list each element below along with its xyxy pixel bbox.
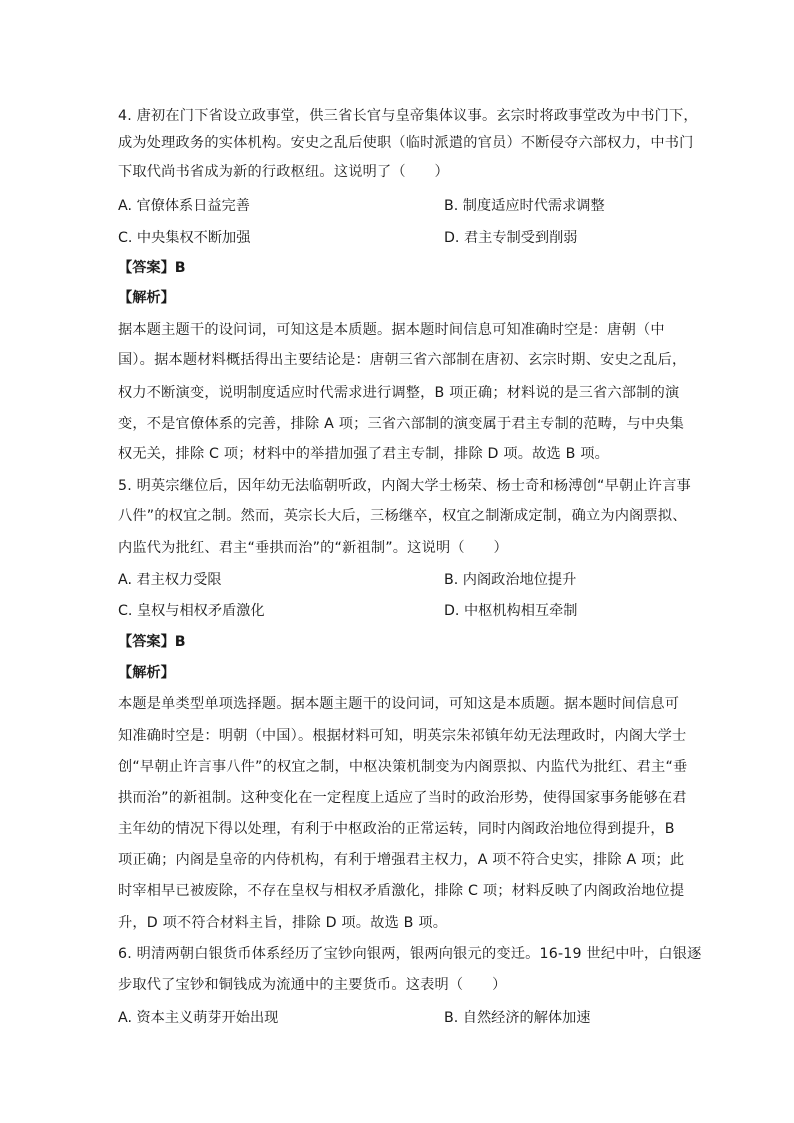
- q4-option-b: B. 制度适应时代需求调整: [444, 198, 605, 214]
- q5-option-a: A. 君主权力受限: [118, 572, 222, 588]
- q4-analysis-line-5: 权无关，排除 C 项；材料中的举措加强了君主专制，排除 D 项。故选 B 项。: [118, 446, 610, 462]
- q5-analysis-line-7: 时宰相早已被废除，不存在皇权与相权矛盾激化，排除 C 项；材料反映了内阁政治地位提: [118, 883, 685, 899]
- q4-analysis-line-1: 据本题主题干的设问词，可知这是本质题。据本题时间信息可知准确时空是：唐朝（中: [118, 322, 665, 338]
- q6-option-b: B. 自然经济的解体加速: [444, 1010, 591, 1026]
- q4-analysis-label: 【解析】: [118, 290, 175, 306]
- q4-stem-line-3: 下取代尚书省成为新的行政枢纽。这说明了（ ）: [118, 164, 449, 180]
- q5-analysis-line-5: 主年幼的情况下得以处理，有利于中枢政治的正常运转，同时内阁政治地位得到提升，B: [118, 821, 675, 837]
- q5-analysis-line-1: 本题是单类型单项选择题。据本题主题干的设问词，可知这是本质题。据本题时间信息可: [118, 696, 680, 712]
- q5-analysis-line-2: 知准确时空是：明朝（中国）。根据材料可知，明英宗朱祁镇年幼无法理政时，内阁大学士: [118, 728, 687, 744]
- q5-stem-line-2: 八件”的权宜之制。然而，英宗长大后，三杨继卒，权宜之制渐成定制，确立为内阁票拟、: [118, 508, 687, 524]
- q5-analysis-line-8: 升，D 项不符合材料主旨，排除 D 项。故选 B 项。: [118, 915, 448, 931]
- q5-stem-line-3: 内监代为批红、君主“垂拱而治”的“新祖制”。这说明（ ）: [118, 540, 508, 556]
- q5-analysis-line-3: 创“早朝止许言事八件”的权宜之制，中枢决策机制变为内阁票拟、内监代为批红、君主“垂: [118, 759, 688, 775]
- q4-analysis-line-3: 权力不断演变，说明制度适应时代需求进行调整，B 项正确；材料说的是三省六部制的演: [118, 385, 680, 401]
- q5-option-d: D. 中枢机构相互牵制: [444, 603, 578, 619]
- q4-stem-line-1: 4. 唐初在门下省设立政事堂，供三省长官与皇帝集体议事。玄宗时将政事堂改为中书门下，: [118, 108, 698, 124]
- q4-option-c: C. 中央集权不断加强: [118, 230, 251, 246]
- q4-answer: 【答案】B: [118, 260, 186, 276]
- q5-analysis-label: 【解析】: [118, 665, 175, 681]
- q6-option-a: A. 资本主义萌芽开始出现: [118, 1010, 279, 1026]
- q4-stem-line-2: 成为处理政务的实体机构。安史之乱后使职（临时派遣的官员）不断侵夺六部权力，中书门: [118, 135, 694, 151]
- q5-answer: 【答案】B: [118, 634, 186, 650]
- q5-analysis-line-4: 拱而治”的新祖制。这种变化在一定程度上适应了当时的政治形势，使得国家事务能够在君: [118, 790, 687, 806]
- q6-stem-line-2: 步取代了宝钞和铜钱成为流通中的主要货币。这表明（ ）: [118, 977, 507, 993]
- q5-analysis-line-6: 项正确；内阁是皇帝的内侍机构，有利于增强君主权力，A 项不符合史实，排除 A 项；此: [118, 852, 685, 868]
- q4-option-d: D. 君主专制受到削弱: [444, 230, 578, 246]
- q5-option-b: B. 内阁政治地位提升: [444, 572, 577, 588]
- q5-stem-line-1: 5. 明英宗继位后，因年幼无法临朝听政，内阁大学士杨荣、杨士奇和杨溥创“早朝止许言事: [118, 478, 691, 494]
- q4-analysis-line-2: 国）。据本题材料概括得出主要结论是：唐朝三省六部制在唐初、玄宗时期、安史之乱后，: [118, 352, 687, 368]
- q6-stem-line-1: 6. 明清两朝白银货币体系经历了宝钞向银两，银两向银元的变迁。16-19 世纪中叶，白银逐: [118, 946, 702, 962]
- q5-option-c: C. 皇权与相权矛盾激化: [118, 603, 265, 619]
- q4-analysis-line-4: 变，不是官僚体系的完善，排除 A 项；三省六部制的演变属于君主专制的范畴，与中央集: [118, 416, 685, 432]
- q4-option-a: A. 官僚体系日益完善: [118, 198, 250, 214]
